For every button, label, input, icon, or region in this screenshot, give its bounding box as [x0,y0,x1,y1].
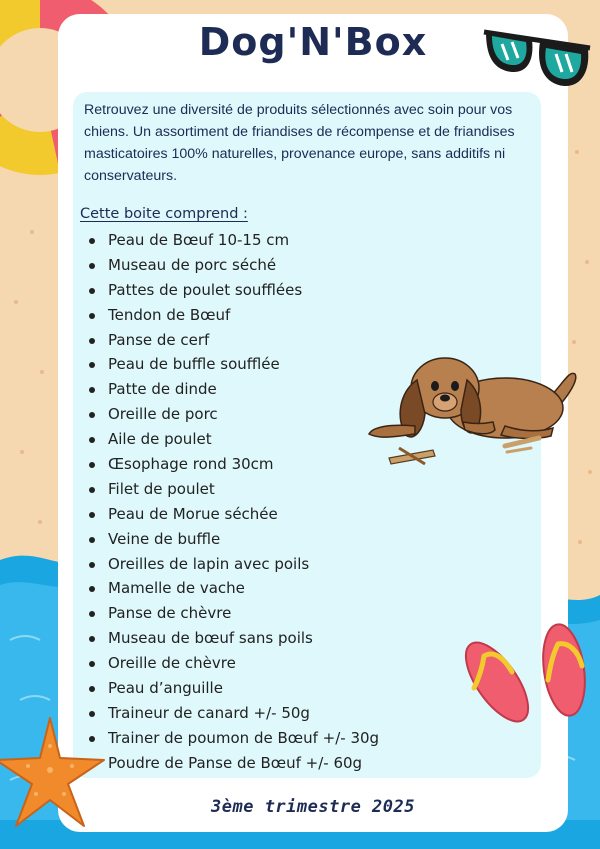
list-item: Poudre de Panse de Bœuf +/- 60g [87,751,379,776]
footer-date: 3ème trimestre 2025 [211,797,415,817]
list-item: Oreilles de lapin avec poils [87,552,379,577]
list-item: Filet de poulet [87,477,379,502]
list-item: Mamelle de vache [87,576,379,601]
list-item: Oreille de porc [87,402,379,427]
dog-icon [355,340,585,475]
list-item: Oreille de chèvre [87,651,379,676]
flip-flops-icon [452,620,597,735]
bullet-icon [89,661,95,667]
list-item: Patte de dinde [87,377,379,402]
bullet-icon [89,586,95,592]
product-list [87,228,379,776]
list-item: Veine de buffle [87,527,379,552]
bullet-icon [89,611,95,617]
bullet-icon [89,487,95,493]
list-item: Traineur de canard +/- 50g [87,701,379,726]
list-item: Peau de buffle soufflée [87,352,379,377]
list-item: Panse de chèvre [87,601,379,626]
bullet-icon [89,288,95,294]
bullet-icon [89,412,95,418]
list-item: Trainer de poumon de Bœuf +/- 30g [87,726,379,751]
list-item: Peau d’anguille [87,676,379,701]
bullet-icon [89,537,95,543]
list-item: Œsophage rond 30cm [87,452,379,477]
page-title: Dog'N'Box [198,20,428,64]
list-item: Peau de Bœuf 10-15 cm [87,228,379,253]
bullet-icon [89,512,95,518]
list-item: Panse de cerf [87,328,379,353]
bullet-icon [89,562,95,568]
list-item: Pattes de poulet soufflées [87,278,379,303]
list-heading: Cette boite comprend : [80,206,248,222]
bullet-icon [89,636,95,642]
bullet-icon [89,362,95,368]
bullet-icon [89,238,95,244]
list-item: Museau de porc séché [87,253,379,278]
bullet-icon [89,387,95,393]
intro-text: Retrouvez une diversité de produits sélectionnés avec soin pour vos chiens. Un assortiment de friandises de récompense et de friandises masticatoires 100% naturelles, provenance europe, sans additifs ni conservateurs. [84,102,515,184]
bullet-icon [89,437,95,443]
bullet-icon [89,686,95,692]
list-item: Aile de poulet [87,427,379,452]
list-item: Museau de bœuf sans poils [87,626,379,651]
list-item: Tendon de Bœuf [87,303,379,328]
bullet-icon [89,263,95,269]
list-item: Peau de Morue séchée [87,502,379,527]
bullet-icon [89,313,95,319]
bullet-icon [89,462,95,468]
bullet-icon [89,338,95,344]
